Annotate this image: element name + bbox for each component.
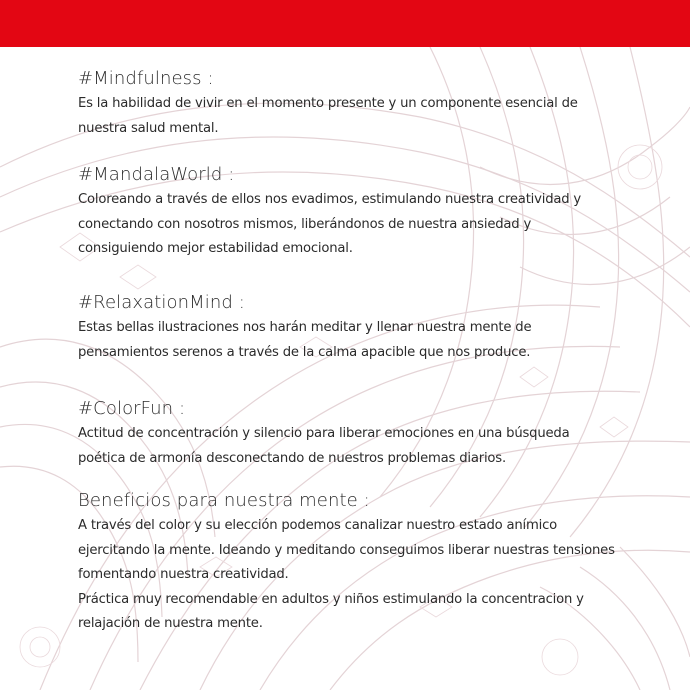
section-body: Coloreando a través de ellos nos evadimos, estimulando nuestra creatividad y conectando con nosotros mismos, liberándonos de nuestra ansiedad y consiguiendo mejor estabilidad emocional. — [78, 192, 582, 256]
section-body: Estas bellas ilustraciones nos harán meditar y llenar nuestra mente de pensamientos serenos a través de la calma apacible que nos produce. — [78, 320, 532, 360]
section-title: #MandalaWorld : — [78, 164, 235, 185]
section-body: Actitud de concentración y silencio para liberar emociones en una búsqueda poética de armonía desconectando de nuestros problemas diarios. — [78, 426, 570, 466]
section-benefits — [78, 488, 618, 637]
section-relaxation-mind — [78, 290, 618, 365]
section-body: A través del color y su elección podemos canalizar nuestro estado anímico ejercitando la mente. Ideando y meditando conseguimos liberar nuestras tensiones fomentando nuestra creatividad. — [78, 518, 615, 582]
top-red-bar — [0, 0, 690, 47]
section-mandala-world — [78, 162, 618, 262]
section-title: Beneficios para nuestra mente : — [78, 490, 370, 511]
section-title: #Mindfulness : — [78, 68, 214, 89]
section-mindfulness — [78, 66, 618, 141]
section-color-fun — [78, 396, 618, 471]
section-title: #RelaxationMind : — [78, 292, 245, 313]
section-title: #ColorFun : — [78, 398, 186, 419]
section-body-second: Práctica muy recomendable en adultos y niños estimulando la concentracion y relajación de nuestra mente. — [78, 591, 584, 631]
section-body: Es la habilidad de vivir en el momento presente y un componente esencial de nuestra salud mental. — [78, 96, 578, 136]
